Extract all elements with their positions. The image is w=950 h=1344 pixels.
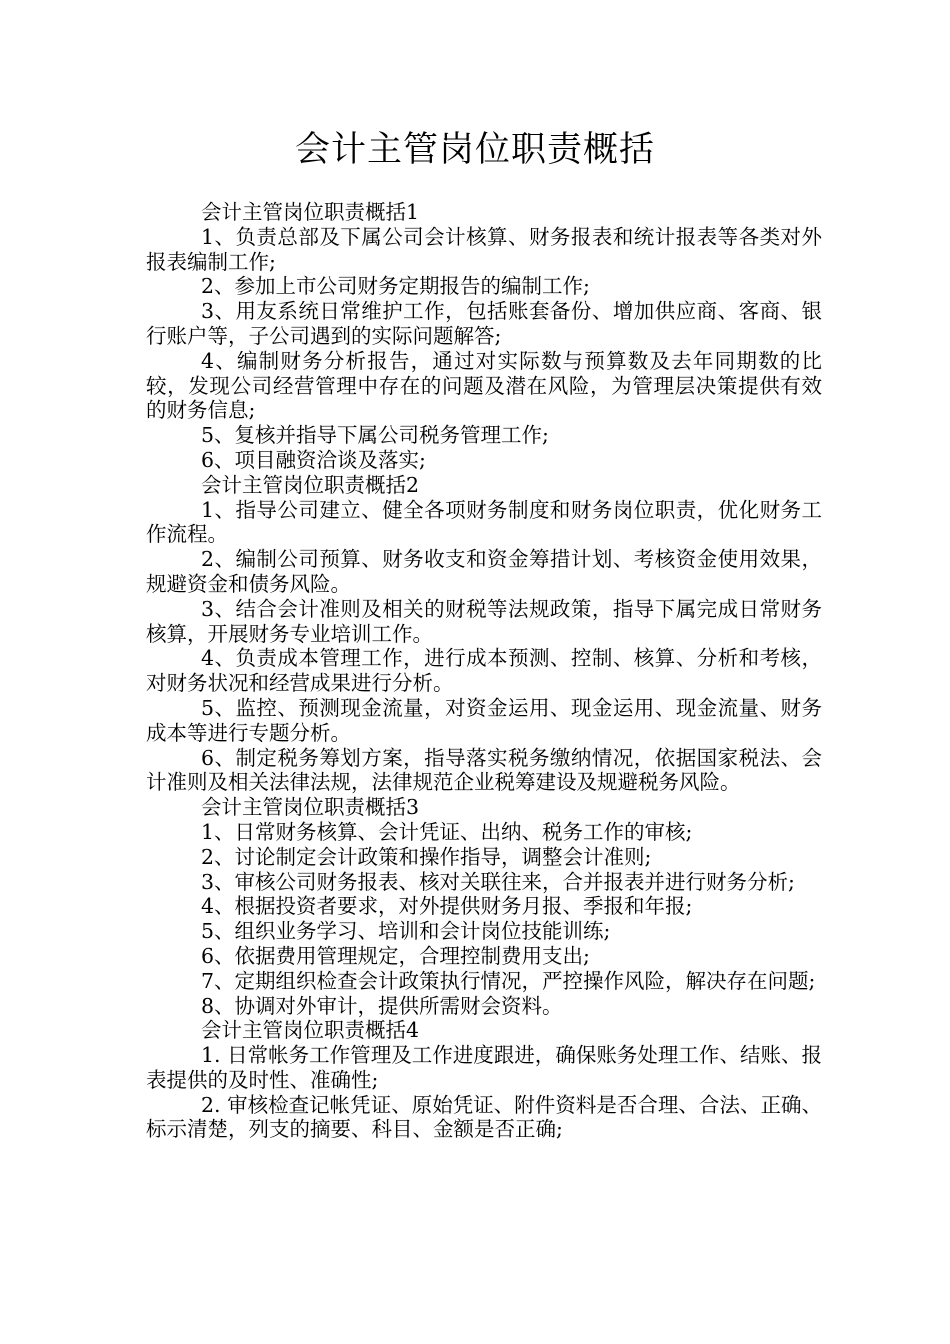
paragraph: 8、协调对外审计，提供所需财会资料。 (201, 993, 563, 1018)
paragraph: 3、审核公司财务报表、核对关联往来，合并报表并进行财务分析; (201, 869, 795, 894)
paragraph: 会计主管岗位职责概括4 (201, 1018, 420, 1043)
paragraph: 5、监控、预测现金流量，对资金运用、现金运用、现金流量、财务成本等进行专题分析。 (146, 695, 822, 745)
paragraph: 5、复核并指导下属公司税务管理工作; (201, 423, 549, 448)
paragraph: 会计主管岗位职责概括1 (201, 200, 420, 224)
paragraph: 2、讨论制定会计政策和操作指导，调整会计准则; (201, 844, 652, 869)
paragraph: 6、制定税务筹划方案，指导落实税务缴纳情况，依据国家税法、会计准则及相关法律法规，法律规范企业税筹建设及规避税务风险。 (146, 745, 822, 795)
paragraph: 4、负责成本管理工作，进行成本预测、控制、核算、分析和考核，对财务状况和经营成果进行分析。 (146, 646, 822, 696)
paragraph: 2、参加上市公司财务定期报告的编制工作; (201, 274, 590, 299)
paragraph: 1、负责总部及下属公司会计核算、财务报表和统计报表等各类对外报表编制工作; (146, 224, 822, 274)
paragraph: 7、定期组织检查会计政策执行情况，严控操作风险，解决存在问题; (201, 968, 816, 993)
paragraph: 会计主管岗位职责概括3 (201, 795, 420, 820)
paragraph: 2. 审核检查记帐凭证、原始凭证、附件资料是否合理、合法、正确、标示清楚，列支的摘要、科目、金额是否正确; (146, 1092, 822, 1142)
paragraph: 6、项目融资洽谈及落实; (201, 447, 426, 472)
paragraph: 5、组织业务学习、培训和会计岗位技能训练; (201, 919, 611, 944)
paragraph: 1、日常财务核算、会计凭证、出纳、税务工作的审核; (201, 819, 693, 844)
document-title: 会计主管岗位职责概括 (294, 130, 655, 170)
paragraph: 4、编制财务分析报告，通过对实际数与预算数及去年同期数的比较，发现公司经营管理中存在的问题及潜在风险，为管理层决策提供有效的财务信息; (146, 348, 822, 423)
paragraph: 3、用友系统日常维护工作，包括账套备份、增加供应商、客商、银行账户等，子公司遇到的实际问题解答; (146, 299, 822, 348)
paragraph: 1. 日常帐务工作管理及工作进度跟进，确保账务处理工作、结账、报表提供的及时性、准确性; (146, 1043, 822, 1092)
paragraph: 6、依据费用管理规定，合理控制费用支出; (201, 943, 590, 968)
paragraph: 2、编制公司预算、财务收支和资金筹措计划、考核资金使用效果，规避资金和债务风险。 (146, 547, 822, 596)
paragraph: 3、结合会计准则及相关的财税等法规政策，指导下属完成日常财务核算，开展财务专业培训工作。 (146, 596, 822, 646)
document-body (146, 200, 822, 1142)
paragraph: 会计主管岗位职责概括2 (201, 472, 420, 497)
paragraph: 4、根据投资者要求，对外提供财务月报、季报和年报; (201, 894, 693, 919)
paragraph: 1、指导公司建立、健全各项财务制度和财务岗位职责，优化财务工作流程。 (146, 497, 822, 547)
